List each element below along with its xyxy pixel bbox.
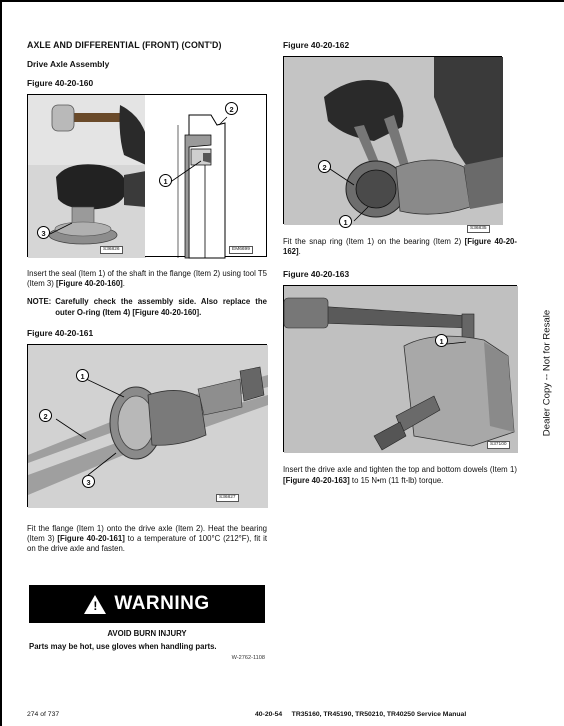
left-column <box>27 40 267 554</box>
callout-2: 2 <box>318 160 331 173</box>
right-column <box>283 40 517 486</box>
footer-right <box>255 711 466 718</box>
instruction-text-end: to a temperature of 100°C (212°F), fit it on the drive axle and fasten. <box>27 534 267 554</box>
figure-reference: [Figure 40-20-161] <box>57 534 125 544</box>
dowel-torque-photo-graphic <box>284 286 518 453</box>
note-text: Carefully check the assembly side. Also replace the outer O-ring (Item 4) [Figure 40-20-160]. <box>55 297 267 317</box>
warning-triangle-icon <box>84 595 106 614</box>
figure-163-tag: S37100 <box>487 441 510 449</box>
manual-title: TR35160, TR45190, TR50210, TR40250 Service Manual <box>291 711 467 718</box>
callout-3: 3 <box>82 475 95 488</box>
figure-163-photo <box>283 285 517 452</box>
figure-160-label: Figure 40-20-160 <box>27 78 94 88</box>
note-block <box>27 297 267 317</box>
figure-160-photo <box>27 94 145 257</box>
note-label: NOTE: <box>27 297 52 307</box>
section-title: AXLE AND DIFFERENTIAL (FRONT) (CONT'D) <box>27 40 222 50</box>
instruction-text: Insert the seal (Item 1) of the shaft in the flange (Item 2) using tool T5 (Item 3) <box>27 269 267 289</box>
subsection-title: Drive Axle Assembly <box>27 59 110 69</box>
callout-3: 3 <box>37 226 50 239</box>
instruction-text: Fit the snap ring (Item 1) on the bearing (Item 2) <box>283 237 465 246</box>
instruction-text: Insert the drive axle and tighten the top and bottom dowels (Item 1) <box>283 465 517 475</box>
dealer-copy-text: Dealer Copy -- Not for Resale <box>541 309 553 437</box>
page-left-border <box>0 0 2 726</box>
callout-2: 2 <box>225 102 238 115</box>
dealer-copy-sidebar <box>540 300 554 446</box>
warning-body: Parts may be hot, use gloves when handling parts. <box>29 642 217 651</box>
page-top-border <box>0 0 564 2</box>
figure-161-label: Figure 40-20-161 <box>27 327 94 338</box>
figure-163-instruction <box>283 465 517 485</box>
page-number: 40-20-54 <box>255 711 283 718</box>
snap-ring-photo-graphic <box>284 57 503 225</box>
figure-reference: [Figure 40-20-160] <box>56 279 123 289</box>
figure-161-instruction <box>27 524 267 555</box>
warning-code: W-2762-1108 <box>231 655 265 661</box>
figure-reference: [Figure 40-20-163] <box>283 475 350 485</box>
callout-1: 1 <box>339 215 352 228</box>
callout-2: 2 <box>39 409 52 422</box>
page-count: 274 of 737 <box>27 711 60 718</box>
warning-subtitle: AVOID BURN INJURY <box>107 629 187 638</box>
instruction-text: Fit the flange (Item 1) onto the drive axle (Item 2). Heat the bearing (Item 3) <box>27 523 267 544</box>
callout-1: 1 <box>159 174 172 187</box>
figure-160-photo-tag: S36826 <box>100 246 123 254</box>
figure-161-photo <box>27 344 267 507</box>
callout-1: 1 <box>76 369 89 382</box>
figure-163-label: Figure 40-20-163 <box>283 269 350 280</box>
instruction-text-end: . <box>298 247 301 257</box>
instruction-text-end: . <box>122 279 125 289</box>
warning-glyph: ! <box>93 598 98 613</box>
figure-162-instruction <box>283 237 517 257</box>
instruction-text-end: to 15 N•m (11 ft-lb) torque. <box>349 475 444 485</box>
callout-1: 1 <box>435 334 448 347</box>
warning-banner <box>29 585 265 623</box>
figure-160-instruction <box>27 269 267 289</box>
figure-160 <box>27 94 267 257</box>
figure-162-photo <box>283 56 502 231</box>
figure-160-drawing-tag: EM6699 <box>229 246 253 254</box>
figure-160-drawing <box>145 94 267 257</box>
figure-162-tag: S36835 <box>467 225 490 233</box>
flange-bearing-photo-graphic <box>28 345 268 508</box>
figure-162-label: Figure 40-20-162 <box>283 40 350 50</box>
figure-reference: [Figure 40-20-162] <box>283 237 517 257</box>
warning-title: WARNING <box>114 593 210 614</box>
figure-161-tag: S36827 <box>216 494 239 502</box>
